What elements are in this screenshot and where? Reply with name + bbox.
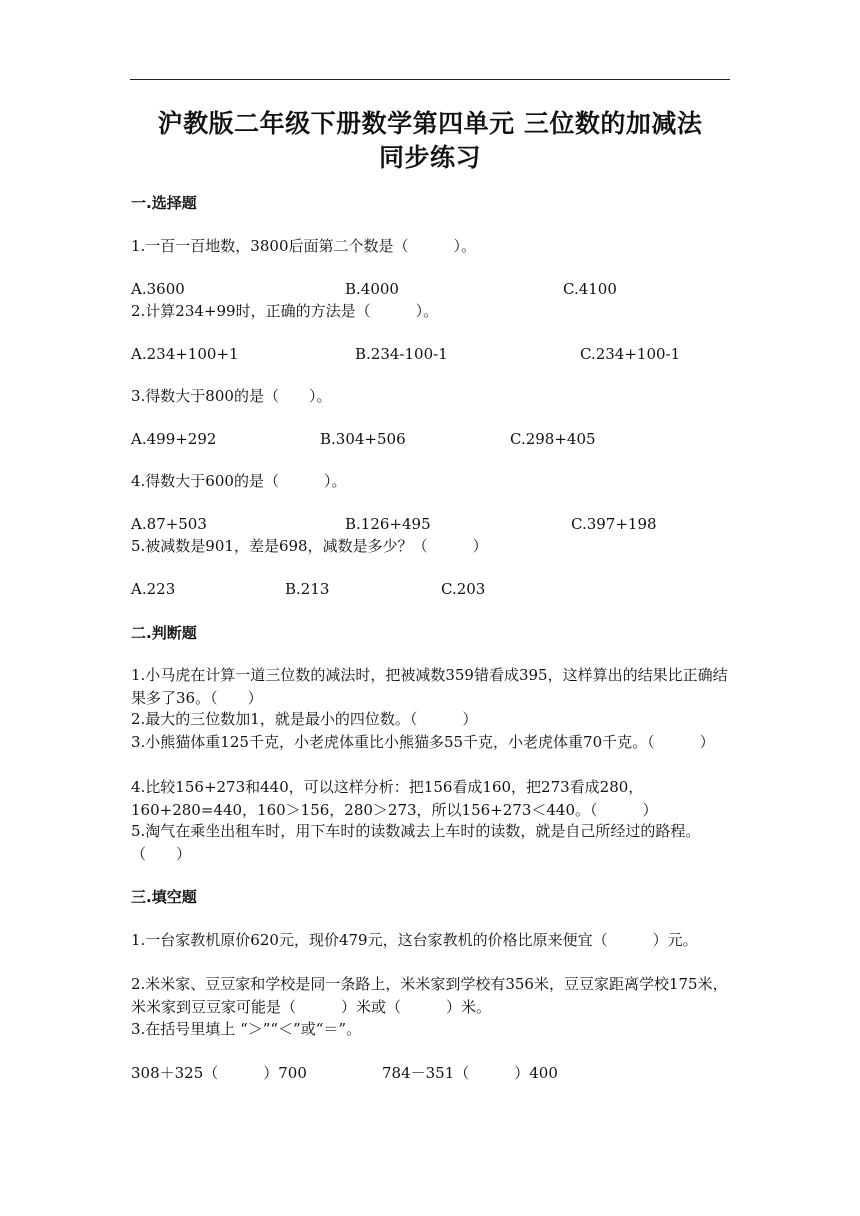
choice-4-option-a: A.87+503: [131, 515, 207, 533]
judge-question-3: 3.小熊猫体重125千克，小老虎体重比小熊猫多55千克，小老虎体重70千克。（ ）: [131, 733, 715, 751]
choice-question-5: 5.被减数是901，差是698，减数是多少？（ ）: [131, 537, 488, 555]
section-heading-fill: 三.填空题: [131, 888, 197, 906]
judge-question-1: 1.小马虎在计算一道三位数的减法时，把被减数359错看成395，这样算出的结果比正确结果多了36。（ ）: [131, 666, 728, 707]
judge-question-5: 5.淘气在乘坐出租车时，用下车时的读数减去上车时的读数，就是自己所经过的路程。（ ）: [131, 822, 701, 863]
judge-question-4: 4.比较156+273和440，可以这样分析：把156看成160，把273看成280，160+280=440，160＞156，280＞273，所以156+273＜440。（ ）: [131, 778, 658, 819]
section-heading-choice: 一.选择题: [131, 194, 197, 212]
choice-4-option-b: B.126+495: [345, 515, 431, 533]
choice-5-option-c: C.203: [441, 580, 486, 598]
fill-3-expression-1: 308＋325（ ）700: [131, 1064, 307, 1082]
page-title: 沪教版二年级下册数学第四单元 三位数的加减法: [157, 109, 703, 138]
choice-5-option-b: B.213: [285, 580, 330, 598]
choice-4-option-c: C.397+198: [571, 515, 657, 533]
section-heading-judge: 二.判断题: [131, 624, 197, 642]
choice-1-option-a: A.3600: [131, 280, 185, 298]
choice-question-2: 2.计算234+99时，正确的方法是（ ）。: [131, 302, 439, 320]
choice-2-option-c: C.234+100-1: [580, 345, 681, 363]
choice-2-option-b: B.234-100-1: [355, 345, 448, 363]
choice-question-1: 1.一百一百地数，3800后面第二个数是（ ）。: [131, 237, 476, 255]
choice-2-option-a: A.234+100+1: [131, 345, 239, 363]
choice-3-option-b: B.304+506: [320, 430, 406, 448]
choice-5-option-a: A.223: [131, 580, 176, 598]
header-rule: [130, 79, 730, 80]
choice-question-4: 4.得数大于600的是（ ）。: [131, 472, 347, 490]
choice-3-option-a: A.499+292: [131, 430, 217, 448]
choice-1-option-b: B.4000: [345, 280, 399, 298]
choice-question-3: 3.得数大于800的是（ ）。: [131, 387, 332, 405]
fill-question-1: 1.一台家教机原价620元，现价479元，这台家教机的价格比原来便宜（ ）元。: [131, 931, 698, 949]
judge-question-2: 2.最大的三位数加1，就是最小的四位数。（ ）: [131, 710, 478, 728]
choice-1-option-c: C.4100: [563, 280, 617, 298]
fill-3-expression-2: 784－351（ ）400: [382, 1064, 558, 1082]
fill-question-2: 2.米米家、豆豆家和学校是同一条路上，米米家到学校有356米，豆豆家距离学校175米，米米家到豆豆家可能是（ ）米或（ ）米。: [131, 975, 728, 1016]
choice-3-option-c: C.298+405: [510, 430, 596, 448]
fill-question-3: 3.在括号里填上 “＞”“＜”或“＝”。: [131, 1020, 362, 1038]
page-subtitle: 同步练习: [378, 143, 481, 172]
